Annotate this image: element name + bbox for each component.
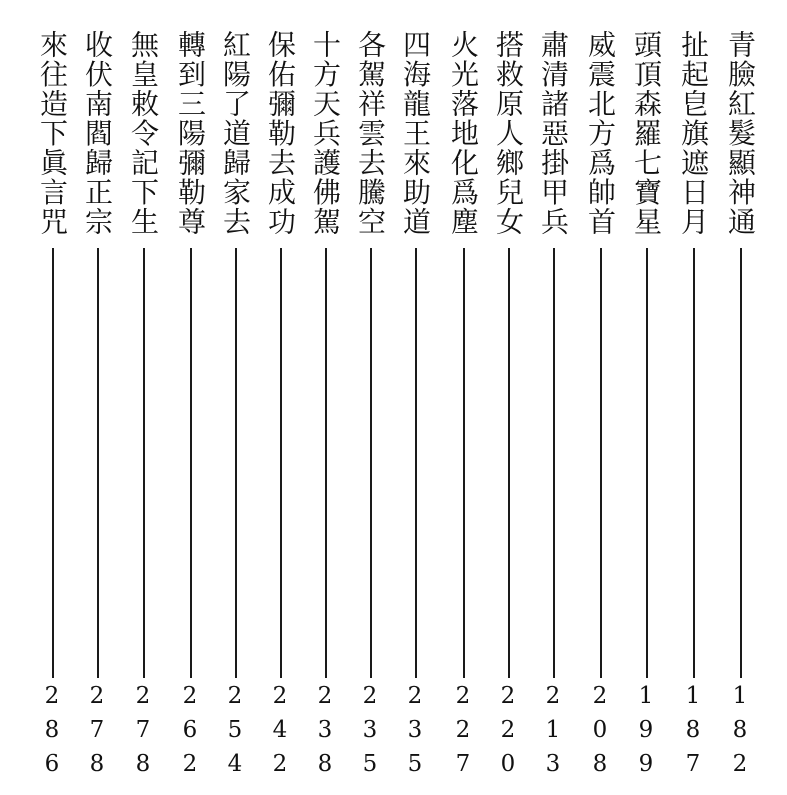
verse-text: 來往造下眞言咒	[36, 30, 69, 237]
column-rule	[600, 248, 602, 678]
verse-text: 搭救原人鄉兒女	[492, 30, 525, 237]
column-rule	[370, 248, 372, 678]
verse-text: 紅陽了道歸家去	[219, 30, 252, 237]
page-number: 262	[177, 683, 203, 785]
verse-text: 十方天兵護佛駕	[309, 30, 342, 237]
verse-text: 各駕祥雲去騰空	[354, 30, 387, 237]
page-number: 238	[312, 683, 338, 785]
verse-column-15	[77, 0, 117, 795]
page-number: 254	[222, 683, 248, 785]
page-number: 208	[587, 683, 613, 785]
verse-column-6	[488, 0, 528, 795]
page-number: 199	[633, 683, 659, 785]
column-rule	[646, 248, 648, 678]
column-rule	[508, 248, 510, 678]
page-number: 235	[402, 683, 428, 785]
verse-column-13	[170, 0, 210, 795]
column-rule	[325, 248, 327, 678]
verse-text: 扯起皀旗遮日月	[677, 30, 710, 237]
column-rule	[143, 248, 145, 678]
column-rule	[463, 248, 465, 678]
page-number: 213	[540, 683, 566, 785]
verse-text: 火光落地化爲塵	[447, 30, 480, 237]
verse-text: 威震北方爲帥首	[584, 30, 617, 237]
verse-text: 收伏南閻歸正宗	[81, 30, 114, 237]
page-number: 220	[495, 683, 521, 785]
verse-text: 保佑彌勒去成功	[264, 30, 297, 237]
page-number: 227	[450, 683, 476, 785]
verse-text: 青臉紅髮顯神通	[724, 30, 757, 237]
column-rule	[97, 248, 99, 678]
verse-column-2	[673, 0, 713, 795]
verse-text: 四海龍王來助道	[399, 30, 432, 237]
verse-column-12	[215, 0, 255, 795]
verse-column-10	[305, 0, 345, 795]
verse-column-11	[260, 0, 300, 795]
verse-column-7	[443, 0, 483, 795]
verse-column-5	[533, 0, 573, 795]
verse-column-3	[626, 0, 666, 795]
column-rule	[280, 248, 282, 678]
column-rule	[693, 248, 695, 678]
column-rule	[415, 248, 417, 678]
column-rule	[553, 248, 555, 678]
page-number: 187	[680, 683, 706, 785]
verse-column-8	[395, 0, 435, 795]
verse-text: 肅清諸惡掛甲兵	[537, 30, 570, 237]
verse-column-16	[32, 0, 72, 795]
verse-text: 轉到三陽彌勒尊	[174, 30, 207, 237]
verse-column-14	[123, 0, 163, 795]
column-rule	[235, 248, 237, 678]
page-number: 182	[727, 683, 753, 785]
column-rule	[740, 248, 742, 678]
verse-text: 頭頂森羅七寶星	[630, 30, 663, 237]
verse-column-1	[720, 0, 760, 795]
page-number: 286	[39, 683, 65, 785]
verse-column-9	[350, 0, 390, 795]
page-number: 242	[267, 683, 293, 785]
page-number: 278	[130, 683, 156, 785]
verse-text: 無皇敕令記下生	[127, 30, 160, 237]
column-rule	[52, 248, 54, 678]
page-number: 235	[357, 683, 383, 785]
page-number: 278	[84, 683, 110, 785]
verse-column-4	[580, 0, 620, 795]
column-rule	[190, 248, 192, 678]
